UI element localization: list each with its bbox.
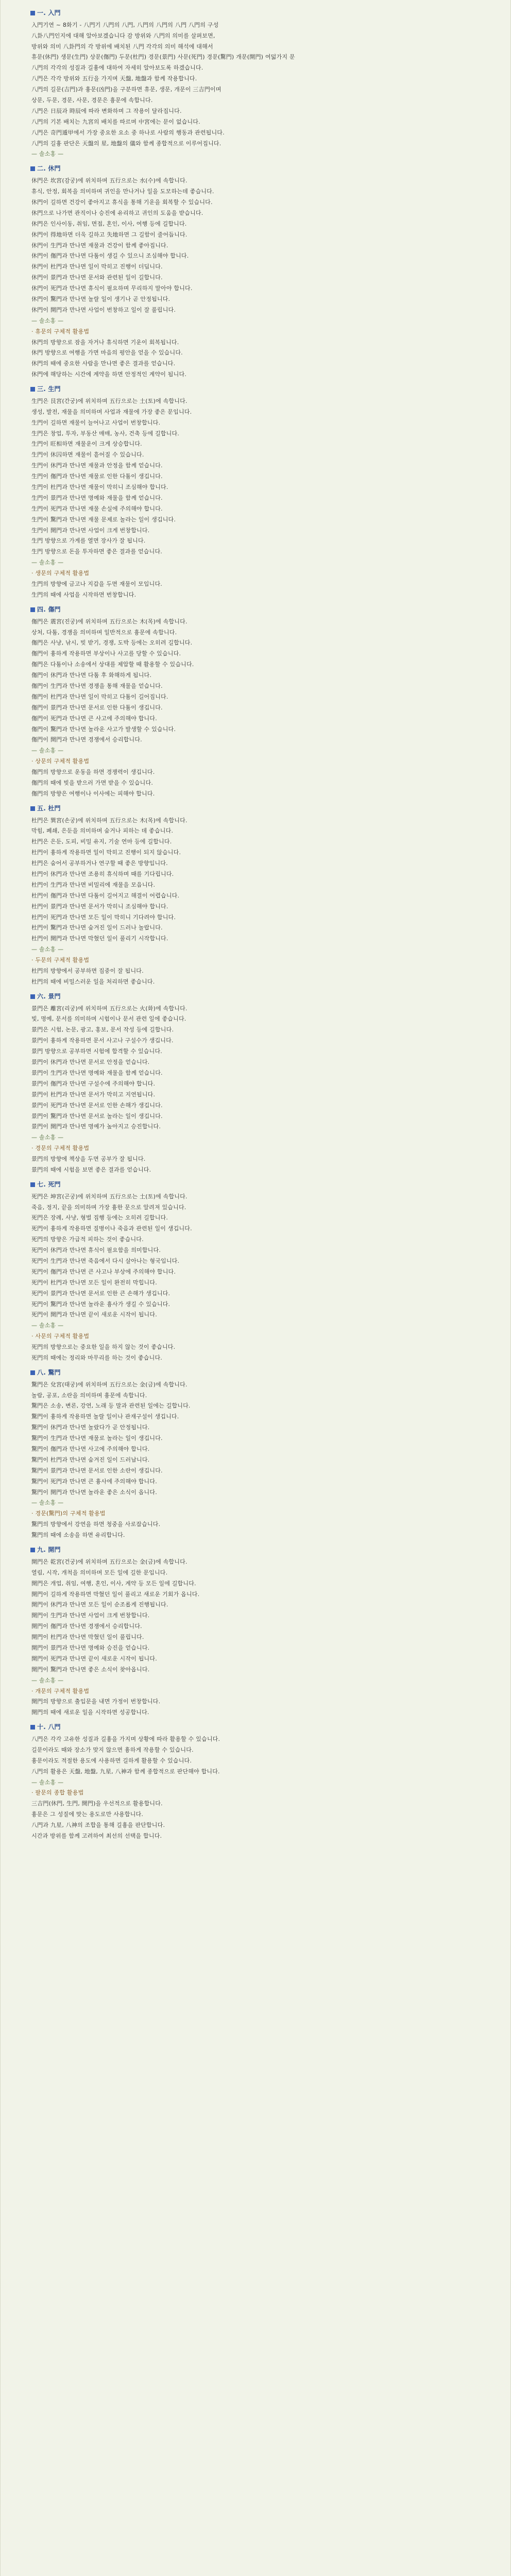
text-line: 생성, 발전, 재물을 의미하며 사업과 재물에 가장 좋은 문입니다. — [31, 408, 192, 415]
text-line: · 상문의 구체적 활용법 — [31, 758, 90, 765]
section-9 — [31, 1544, 481, 1718]
text-line: 休門이 開門과 만나면 사업이 번창하고 일이 잘 풀립니다. — [31, 306, 176, 313]
section-title: 七. 死門 — [37, 1180, 61, 1188]
text-line: 杜門은 巽宮(손궁)에 위치하며 五行으로는 木(목)에 속합니다. — [31, 817, 188, 824]
text-line: 흉문은 그 성질에 맞는 용도로만 사용합니다. — [31, 1811, 144, 1818]
text-line: 杜門이 驚門과 만나면 숨겨진 일이 드러나 놀랍니다. — [31, 924, 163, 931]
text-line: 生門은 艮宮(간궁)에 위치하며 五行으로는 土(토)에 속합니다. — [31, 397, 188, 404]
text-line: 휴문(休門) 생문(生門) 상문(傷門) 두문(杜門) 경문(景門) 사문(死門) 경문(驚門) 개문(開門) 여덟가지 문 — [31, 54, 295, 61]
text-line: 景門이 生門과 만나면 명예와 재물을 함께 얻습니다. — [31, 1069, 163, 1076]
text-line: 杜門이 開門과 만나면 막혔던 일이 풀리기 시작합니다. — [31, 935, 168, 942]
text-line: 死門의 방향으로는 중요한 일을 하지 않는 것이 좋습니다. — [31, 1344, 176, 1351]
text-line: 死門이 驚門과 만나면 놀라운 흉사가 생길 수 있습니다. — [31, 1300, 171, 1308]
text-line: 生門이 杜門과 만나면 재물이 막히니 조심해야 합니다. — [31, 484, 168, 491]
text-line: 休門은 인사이동, 취임, 면접, 혼인, 이사, 여행 등에 길합니다. — [31, 220, 187, 227]
text-line: 死門이 開門과 만나면 끝이 새로운 시작이 됩니다. — [31, 1311, 157, 1318]
text-line: 杜門이 生門과 만나면 비밀리에 재물을 모읍니다. — [31, 881, 156, 888]
section-heading — [30, 604, 481, 616]
text-line: 死門의 때에는 정리와 마무리를 하는 것이 좋습니다. — [31, 1354, 162, 1361]
text-line: 休門의 방향으로 잠을 자거나 휴식하면 기운이 회복됩니다. — [31, 338, 179, 346]
text-line: 驚門이 休門과 만나면 놀랐다가 곧 안정됩니다. — [31, 1424, 150, 1431]
text-line: 八門의 기본 배치는 九宮의 배치를 따르며 中宮에는 문이 없습니다. — [31, 118, 200, 125]
section-title: 四. 傷門 — [37, 605, 61, 613]
section-title: 八. 驚門 — [37, 1368, 61, 1376]
text-line: 生門이 旺相하면 재물운이 크게 상승합니다. — [31, 440, 142, 448]
square-bullet-icon — [30, 1182, 35, 1187]
text-line: 傷門의 방향으로 운동을 하면 경쟁력이 생깁니다. — [31, 769, 155, 776]
section-title: 六. 景門 — [37, 992, 61, 1000]
text-line: 休門이 死門과 만나면 휴식이 필요하며 무리하지 말아야 합니다. — [31, 285, 193, 292]
text-line: 驚門이 傷門과 만나면 사고에 주의해야 합니다. — [31, 1446, 150, 1453]
text-line: 景門이 傷門과 만나면 구설수에 주의해야 합니다. — [31, 1080, 156, 1087]
text-line: 八門의 길흉 판단은 天盤의 星, 地盤의 儀와 함께 종합적으로 이루어집니다. — [31, 140, 222, 147]
section-heading — [30, 1544, 481, 1556]
text-line: 生門 방향으로 돈을 투자하면 좋은 결과를 얻습니다. — [31, 548, 162, 555]
text-line: 景門이 흉하게 작용하면 문서 사고나 구설수가 생깁니다. — [31, 1037, 174, 1044]
square-bullet-icon — [30, 1370, 35, 1375]
text-line: 杜門이 死門과 만나면 모든 일이 막히니 기다려야 합니다. — [31, 913, 176, 921]
text-line: 開門이 休門과 만나면 모든 일이 순조롭게 진행됩니다. — [31, 1601, 168, 1608]
text-line: 八門의 각각의 성질과 길흉에 대하여 자세히 알아보도록 하겠습니다. — [31, 64, 203, 72]
text-line: 傷門은 다툼이나 소송에서 상대를 제압할 때 활용할 수 있습니다. — [31, 661, 194, 668]
section-heading — [30, 1367, 481, 1379]
text-line: 驚門이 開門과 만나면 놀라운 좋은 소식이 옵니다. — [31, 1488, 157, 1496]
text-line: 休門이 生門과 만나면 재물과 건강이 함께 좋아집니다. — [31, 242, 168, 249]
text-line: 開門은 乾宮(건궁)에 위치하며 五行으로는 金(금)에 속합니다. — [31, 1558, 188, 1565]
text-line: · 개문의 구체적 활용법 — [31, 1687, 90, 1694]
section-5 — [31, 803, 481, 988]
text-line: 열림, 시작, 개척을 의미하며 모든 일에 길한 문입니다. — [31, 1569, 168, 1576]
text-line: 景門이 死門과 만나면 문서로 인한 손해가 생깁니다. — [31, 1101, 163, 1109]
text-line: 驚門은 소송, 변론, 강연, 노래 등 말과 관련된 일에는 길합니다. — [31, 1402, 191, 1410]
text-line: 生門이 開門과 만나면 사업이 크게 번창합니다. — [31, 527, 150, 534]
text-line: 休門 방향으로 여행을 가면 마음의 평안을 얻을 수 있습니다. — [31, 349, 183, 357]
text-line: 八門의 활용은 天盤, 地盤, 九星, 八神과 함께 종합적으로 판단해야 합니다. — [31, 1768, 220, 1775]
text-line: 生門은 창업, 투자, 부동산 매매, 농사, 건축 등에 길합니다. — [31, 430, 179, 437]
text-line: 傷門이 杜門과 만나면 일이 막히고 다툼이 길어집니다. — [31, 693, 168, 700]
text-line: 景門이 杜門과 만나면 문서가 막히고 지연됩니다. — [31, 1091, 156, 1098]
text-line: 休門으로 나가면 관직이나 승진에 유리하고 귀인의 도움을 받습니다. — [31, 209, 203, 216]
text-line: 막힘, 폐쇄, 은둔을 의미하며 숨거나 피하는 데 좋습니다. — [31, 827, 174, 835]
text-line: 驚門이 景門과 만나면 문서로 인한 소란이 생깁니다. — [31, 1467, 163, 1474]
section-title: 五. 杜門 — [37, 804, 61, 812]
text-line: 開門의 방향으로 출입문을 내면 가정이 번창합니다. — [31, 1698, 161, 1705]
text-line: — 솔소홍 — — [31, 1676, 64, 1684]
text-line: 休門이 驚門과 만나면 놀랄 일이 생기나 곧 안정됩니다. — [31, 295, 171, 302]
text-line: 방위와 의미 八卦門의 각 방위에 배치된 八門 각각의 의미 해석에 대해서 — [31, 43, 213, 50]
text-line: 傷門은 사냥, 낚시, 빚 받기, 경쟁, 도박 등에는 오히려 길합니다. — [31, 639, 193, 647]
text-line: 生門이 驚門과 만나면 재물 문제로 놀라는 일이 생깁니다. — [31, 516, 176, 523]
section-heading — [30, 7, 481, 19]
text-line: 開門이 死門과 만나면 끝이 새로운 시작이 됩니다. — [31, 1655, 157, 1662]
text-line: 景門은 시험, 논문, 광고, 홍보, 문서 작성 등에 길합니다. — [31, 1026, 174, 1033]
text-line: 死門은 장례, 사냥, 형벌 집행 등에는 오히려 길합니다. — [31, 1214, 168, 1222]
text-line: 傷門이 開門과 만나면 경쟁에서 승리합니다. — [31, 736, 142, 743]
text-line: · 사문의 구체적 활용법 — [31, 1333, 90, 1340]
text-line: 生門 방향으로 가게를 열면 장사가 잘 됩니다. — [31, 537, 146, 545]
section-7 — [31, 1179, 481, 1364]
section-3 — [31, 383, 481, 601]
text-line: 驚門의 때에 소송을 하면 유리합니다. — [31, 1532, 125, 1539]
text-line: 傷門의 때에 빚을 받으러 가면 받을 수 있습니다. — [31, 779, 154, 786]
text-line: 休門이 得地하면 더욱 길하고 失地하면 그 길함이 줄어듭니다. — [31, 231, 188, 238]
text-line: 휴식, 안정, 회복을 의미하며 귀인을 만나거나 일을 도모하는데 좋습니다. — [31, 188, 214, 195]
text-line: 杜門이 傷門과 만나면 다툼이 길어지고 해결이 어렵습니다. — [31, 892, 180, 899]
text-line: 生門이 休囚하면 재물이 흩어질 수 있습니다. — [31, 451, 144, 459]
text-line: 빛, 명예, 문서를 의미하며 시험이나 문서 관련 일에 좋습니다. — [31, 1015, 186, 1023]
text-line: 開門이 景門과 만나면 명예와 승진을 얻습니다. — [31, 1644, 150, 1651]
text-line: 景門 방향으로 공부하면 시험에 합격할 수 있습니다. — [31, 1048, 162, 1055]
text-line: — 솔소홍 — — [31, 1322, 64, 1329]
text-line: 八門은 奇門遁甲에서 가장 중요한 요소 중 하나로 사람의 행동과 관련됩니다. — [31, 129, 225, 136]
text-line: 生門이 休門과 만나면 재물과 안정을 함께 얻습니다. — [31, 462, 163, 469]
text-line: 景門의 방향에 책상을 두면 공부가 잘 됩니다. — [31, 1156, 146, 1163]
text-line: 흉문이라도 적절한 용도에 사용하면 길하게 활용할 수 있습니다. — [31, 1757, 192, 1764]
text-line: 시간과 방위를 함께 고려하여 최선의 선택을 합니다. — [31, 1833, 162, 1840]
text-line: — 솔소홍 — — [31, 747, 64, 754]
section-8 — [31, 1367, 481, 1541]
text-line: · 경문의 구체적 활용법 — [31, 1145, 90, 1152]
text-line: 生門이 景門과 만나면 명예와 재물을 함께 얻습니다. — [31, 494, 163, 501]
text-line: 景門이 開門과 만나면 명예가 높아지고 승진합니다. — [31, 1123, 161, 1130]
text-line: 길문이라도 때와 장소가 맞지 않으면 흉하게 작용할 수 있습니다. — [31, 1746, 194, 1753]
square-bullet-icon — [30, 1725, 35, 1730]
text-line: 八門의 길문(吉門)과 흉문(凶門)을 구분하면 휴문, 생문, 개문이 三吉門이며 — [31, 86, 222, 93]
text-line: 開門은 개업, 취임, 여행, 혼인, 이사, 계약 등 모든 일에 길합니다. — [31, 1580, 196, 1587]
text-line: 開門이 驚門과 만나면 좋은 소식이 찾아옵니다. — [31, 1666, 150, 1673]
text-line: 八門은 각각 고유한 성질과 길흉을 가지며 상황에 따라 활용할 수 있습니다. — [31, 1736, 220, 1742]
section-title: 一. 入門 — [37, 9, 61, 16]
text-line: 상처, 다툼, 경쟁을 의미하며 일반적으로 흉문에 속합니다. — [31, 629, 177, 636]
square-bullet-icon — [30, 1548, 35, 1552]
text-line: 傷門이 休門과 만나면 다툼 후 화해하게 됩니다. — [31, 672, 152, 679]
text-line: 開門이 길하게 작용하면 막혔던 일이 풀리고 새로운 기회가 옵니다. — [31, 1590, 200, 1598]
section-1 — [31, 7, 481, 160]
text-line: 開門의 때에 새로운 일을 시작하면 성공합니다. — [31, 1709, 149, 1716]
text-line: · 두문의 구체적 활용법 — [31, 957, 90, 964]
text-line: 杜門은 숨어서 공부하거나 연구할 때 좋은 방향입니다. — [31, 860, 168, 867]
square-bullet-icon — [30, 166, 35, 171]
square-bullet-icon — [30, 994, 35, 999]
square-bullet-icon — [30, 11, 35, 15]
text-line: 開門이 生門과 만나면 사업이 크게 번창합니다. — [31, 1612, 150, 1619]
text-line: 죽음, 정지, 끝을 의미하며 가장 흉한 문으로 알려져 있습니다. — [31, 1204, 186, 1211]
text-line: — 솔소홍 — — [31, 1778, 64, 1786]
text-line: 死門이 杜門과 만나면 모든 일이 완전히 막힙니다. — [31, 1279, 157, 1286]
section-title: 九. 開門 — [37, 1546, 61, 1554]
text-line: 杜門의 방향에서 공부하면 집중이 잘 됩니다. — [31, 968, 144, 975]
text-line: 八門은 日辰과 時辰에 따라 변화하며 그 작용이 달라집니다. — [31, 107, 182, 114]
text-line: 八門과 九星, 八神의 조합을 통해 길흉을 판단합니다. — [31, 1822, 165, 1829]
text-line: 生門이 死門과 만나면 재물 손실에 주의해야 합니다. — [31, 505, 163, 512]
text-line: 八門은 각각 방위와 五行을 가지며 天盤, 地盤과 함께 작용합니다. — [31, 75, 197, 82]
text-line: 景門은 離宮(리궁)에 위치하며 五行으로는 火(화)에 속합니다. — [31, 1005, 188, 1012]
text-line: 傷門이 흉하게 작용하면 부상이나 사고를 당할 수 있습니다. — [31, 650, 181, 657]
text-line: 死門이 흉하게 작용하면 질병이나 죽음과 관련된 일이 생깁니다. — [31, 1225, 192, 1232]
text-line: 杜門은 은둔, 도피, 비밀 유지, 기술 연마 등에 길합니다. — [31, 838, 172, 845]
text-line: 開門이 傷門과 만나면 경쟁에서 승리합니다. — [31, 1623, 142, 1630]
section-title: 二. 休門 — [37, 165, 61, 173]
section-6 — [31, 991, 481, 1176]
text-line: 入門기연 ~ 8화기 - 八門기 八門의 八門, 八門의 八門의 八門 八門의 구성 — [31, 21, 219, 28]
section-heading — [30, 1179, 481, 1191]
square-bullet-icon — [30, 806, 35, 811]
text-line: 驚門이 生門과 만나면 재물로 놀라는 일이 생깁니다. — [31, 1435, 163, 1442]
text-line: 開門이 杜門과 만나면 막혔던 일이 풀립니다. — [31, 1634, 144, 1641]
text-line: 驚門의 방향에서 강연을 하면 청중을 사로잡습니다. — [31, 1521, 161, 1528]
text-line: 傷門이 生門과 만나면 경쟁을 통해 재물을 얻습니다. — [31, 682, 163, 689]
text-line: 傷門이 死門과 만나면 큰 사고에 주의해야 합니다. — [31, 715, 157, 722]
text-line: 驚門이 흉하게 작용하면 놀랄 일이나 관재구설이 생깁니다. — [31, 1413, 179, 1420]
section-heading — [30, 1721, 481, 1733]
text-line: · 생문의 구체적 활용법 — [31, 570, 90, 577]
text-line: — 솔소홍 — — [31, 317, 64, 324]
text-line: 死門이 生門과 만나면 죽음에서 다시 살아나는 형국입니다. — [31, 1257, 180, 1264]
text-line: 休門은 坎宮(감궁)에 위치하며 五行으로는 水(수)에 속합니다. — [31, 177, 188, 184]
text-line: — 솔소홍 — — [31, 1499, 64, 1506]
section-10 — [31, 1721, 481, 1842]
text-line: — 솔소홍 — — [31, 1134, 64, 1141]
section-heading — [30, 991, 481, 1003]
section-heading — [30, 163, 481, 175]
section-heading — [30, 803, 481, 815]
text-line: 休門이 길하면 건강이 좋아지고 휴식을 통해 기운을 회복할 수 있습니다. — [31, 198, 213, 206]
text-line: 驚門이 杜門과 만나면 숨겨진 일이 드러납니다. — [31, 1456, 150, 1463]
text-line: 驚門이 死門과 만나면 큰 흉사에 주의해야 합니다. — [31, 1478, 157, 1485]
text-line: 景門의 때에 시험을 보면 좋은 결과를 얻습니다. — [31, 1166, 151, 1173]
text-line: 休門이 杜門과 만나면 일이 막히고 진행이 더딥니다. — [31, 263, 163, 270]
section-4 — [31, 604, 481, 800]
section-2 — [31, 163, 481, 380]
text-line: 死門이 休門과 만나면 휴식이 필요함을 의미합니다. — [31, 1247, 161, 1254]
text-line: 杜門이 休門과 만나면 조용히 휴식하며 때를 기다립니다. — [31, 871, 174, 877]
text-line: 生門의 방향에 금고나 지갑을 두면 재물이 모입니다. — [31, 581, 162, 588]
text-line: 傷門은 震宮(진궁)에 위치하며 五行으로는 木(목)에 속합니다. — [31, 618, 188, 625]
square-bullet-icon — [30, 607, 35, 612]
section-title: 十. 八門 — [37, 1723, 61, 1731]
text-line: 景門이 休門과 만나면 문서로 안정을 얻습니다. — [31, 1059, 150, 1066]
text-line: 休門이 景門과 만나면 문서와 관련된 일이 길합니다. — [31, 274, 163, 281]
text-line: 死門의 방향은 가급적 피하는 것이 좋습니다. — [31, 1236, 144, 1243]
text-line: 놀람, 공포, 소란을 의미하며 흉문에 속합니다. — [31, 1392, 147, 1399]
document-body — [31, 4, 481, 1842]
text-line: 傷門의 방향은 여행이나 이사에는 피해야 합니다. — [31, 790, 155, 797]
text-line: 傷門이 驚門과 만나면 놀라운 사고가 발생할 수 있습니다. — [31, 725, 176, 733]
section-title: 三. 生門 — [37, 385, 61, 393]
text-line: 傷門이 景門과 만나면 문서로 인한 다툼이 생깁니다. — [31, 704, 163, 711]
text-line: — 솔소홍 — — [31, 946, 64, 953]
text-line: 驚門은 兌宮(태궁)에 위치하며 五行으로는 金(금)에 속합니다. — [31, 1381, 188, 1388]
text-line: 杜門이 景門과 만나면 문서가 막히니 조심해야 합니다. — [31, 903, 168, 910]
text-line: 八卦八門인지에 대해 알아보겠습니다 감 방위와 八門의 의미를 살펴보면, — [31, 32, 215, 39]
text-line: · 팔문의 종합 활용법 — [31, 1789, 84, 1797]
text-line: 杜門의 때에 비밀스러운 일을 처리하면 좋습니다. — [31, 978, 155, 985]
text-line: · 휴문의 구체적 활용법 — [31, 328, 90, 335]
text-line: 死門이 傷門과 만나면 큰 사고나 부상에 주의해야 합니다. — [31, 1268, 176, 1275]
text-line: — 솔소홍 — — [31, 559, 64, 566]
text-line: 三吉門(休門, 生門, 開門)을 우선적으로 활용합니다. — [31, 1800, 163, 1807]
text-line: · 경문(驚門)의 구체적 활용법 — [31, 1510, 106, 1517]
section-heading — [30, 383, 481, 395]
text-line: 死門이 景門과 만나면 문서로 인한 큰 손해가 생깁니다. — [31, 1290, 171, 1297]
text-line: 景門이 驚門과 만나면 문서로 놀라는 일이 생깁니다. — [31, 1112, 163, 1120]
text-line: 生門의 때에 사업을 시작하면 번창합니다. — [31, 591, 137, 598]
text-line: 生門이 傷門과 만나면 재물로 인한 다툼이 생깁니다. — [31, 473, 163, 480]
text-line: 상문, 두문, 경문, 사문, 경문은 흉문에 속합니다. — [31, 97, 153, 104]
text-line: 死門은 坤宮(곤궁)에 위치하며 五行으로는 土(토)에 속합니다. — [31, 1193, 188, 1200]
text-line: — 솔소홍 — — [31, 150, 64, 158]
text-line: 休門에 해당하는 시간에 계약을 하면 안정적인 계약이 됩니다. — [31, 371, 186, 378]
text-line: 休門의 때에 중요한 사람을 만나면 좋은 결과를 얻습니다. — [31, 360, 176, 367]
square-bullet-icon — [30, 387, 35, 392]
text-line: 杜門이 흉하게 작용하면 일이 막히고 진행이 되지 않습니다. — [31, 849, 181, 856]
text-line: 生門이 길하면 재물이 늘어나고 사업이 번창합니다. — [31, 419, 161, 426]
text-line: 休門이 傷門과 만나면 다툼이 생길 수 있으니 조심해야 합니다. — [31, 252, 189, 260]
